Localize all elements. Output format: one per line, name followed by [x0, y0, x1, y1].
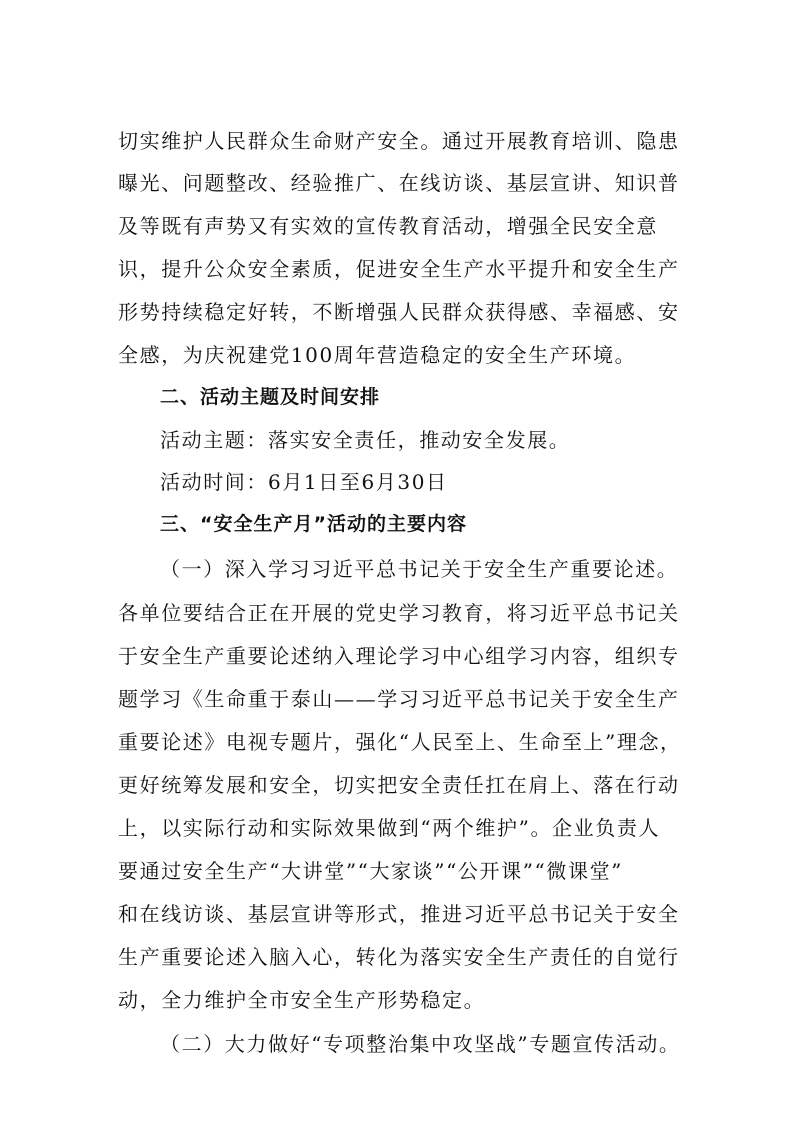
body-text-line: 形势持续稳定好转，不断增强人民群众获得感、幸福感、安: [118, 300, 680, 324]
body-text-line: 重要论述》电视专题片，强化“人民至上、生命至上”理念，: [118, 730, 682, 754]
section-heading: 二、活动主题及时间安排: [160, 386, 381, 408]
subsection-heading: （一）深入学习习近平总书记关于安全生产重要论述。: [160, 557, 679, 581]
body-text-line: 动，全力维护全市安全生产形势稳定。: [118, 988, 486, 1012]
body-text-line: 上，以实际行动和实际效果做到“两个维护”。企业负责人: [118, 816, 661, 840]
section-heading: 三、“安全生产月”活动的主要内容: [160, 513, 467, 535]
body-text-line: 于安全生产重要论述纳入理论学习中心组学习内容，组织专: [118, 644, 680, 668]
body-text-line: 曝光、问题整改、经验推广、在线访谈、基层宣讲、知识普: [118, 171, 680, 195]
body-text-line: 更好统筹发展和安全，切实把安全责任扛在肩上、落在行动: [118, 773, 680, 797]
subsection-heading: （二）大力做好“专项整治集中攻坚战”专题宣传活动。: [160, 1032, 681, 1056]
body-text-line: 识，提升公众安全素质，促进安全生产水平提升和安全生产: [118, 257, 680, 281]
body-text-line: 生产重要论述入脑入心，转化为落实安全生产责任的自觉行: [118, 945, 680, 969]
body-text-line: 及等既有声势又有实效的宣传教育活动，增强全民安全意: [118, 214, 658, 238]
body-text-line: 各单位要结合正在开展的党史学习教育，将习近平总书记关: [118, 601, 680, 625]
activity-theme-text: 活动主题：落实安全责任，推动安全发展。: [160, 428, 571, 452]
activity-time-text: 活动时间：6月1日至6月30日: [160, 470, 448, 494]
body-text-line: 和在线访谈、基层宣讲等形式，推进习近平总书记关于安全: [118, 902, 680, 926]
body-text-line: 全感，为庆祝建党100周年营造稳定的安全生产环境。: [118, 343, 637, 367]
body-text-line: 要通过安全生产“大讲堂”“大家谈”“公开课”“微课堂”: [118, 859, 623, 883]
body-text-line: 切实维护人民群众生命财产安全。通过开展教育培训、隐患: [118, 129, 680, 153]
body-text-line: 题学习《生命重于泰山——学习习近平总书记关于安全生产: [118, 687, 680, 711]
